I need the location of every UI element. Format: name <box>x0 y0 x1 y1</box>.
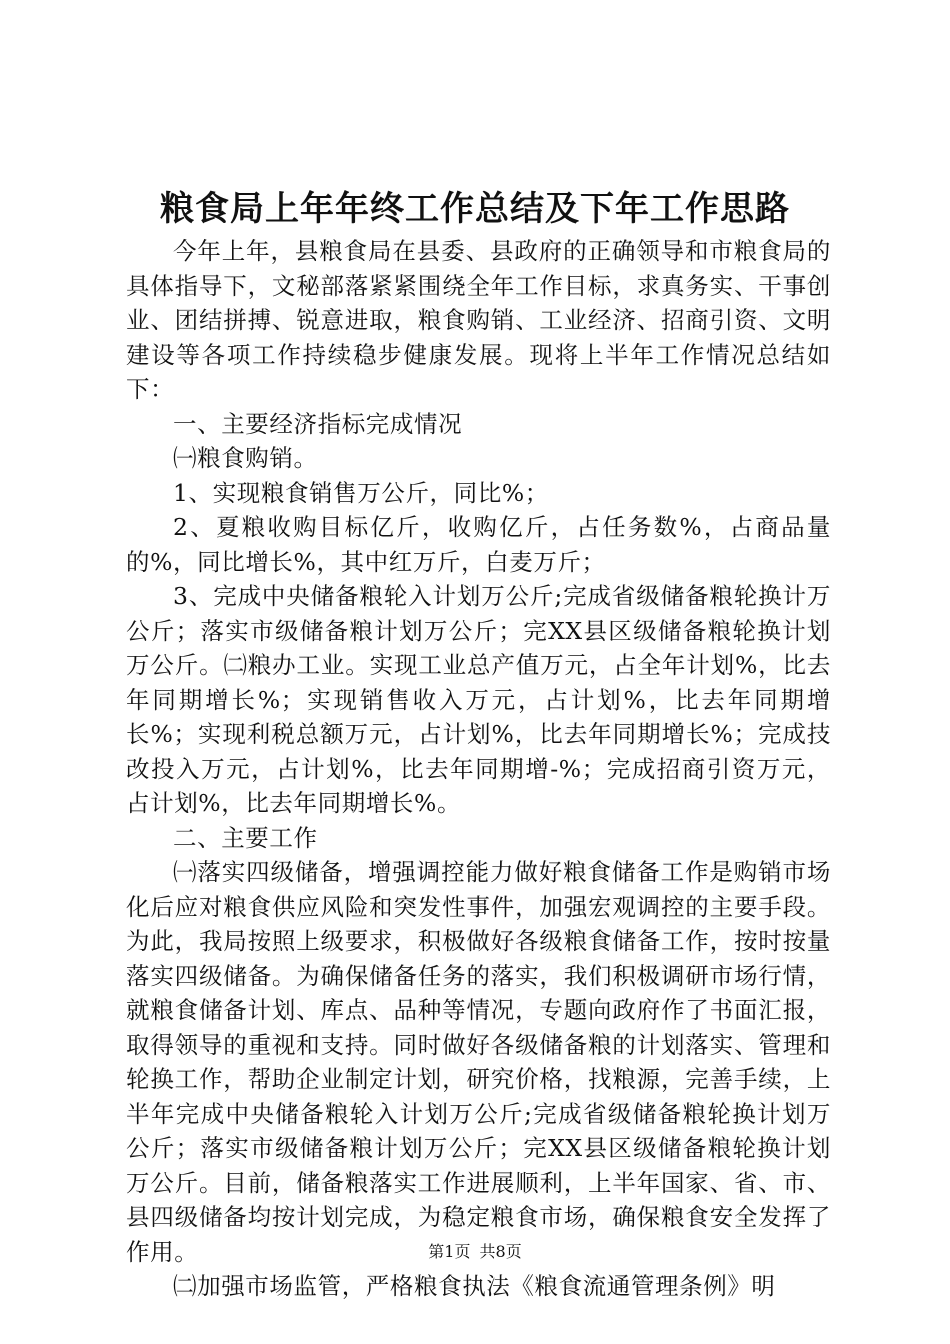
section-heading-main-work: 二、主要工作 <box>173 823 318 852</box>
subsection-heading-grain-trade: ㈠粮食购销。 <box>173 444 318 472</box>
paragraph-market-supervision: ㈡加强市场监管，严格粮食执法《粮食流通管理条例》明 <box>173 1272 776 1300</box>
list-item-summer-purchase: 2、夏粮收购目标亿斤，收购亿斤，占任务数%，占商品量的%，同比增长%，其中红万斤，白麦万斤； <box>126 513 831 576</box>
paragraph-intro: 今年上年，县粮食局在县委、县政府的正确领导和市粮食局的具体指导下，文秘部落紧紧围绕全年工作目标，求真务实、干事创业、团结拼搏、锐意进取，粮食购销、工业经济、招商引资、文明建设等各项工作持续稳步健康发展。现将上半年工作情况总结如下： <box>126 237 831 403</box>
page-number: 第1页 <box>428 1242 471 1261</box>
section-heading-indicators: 一、主要经济指标完成情况 <box>173 409 463 438</box>
paragraph-four-level-reserve: ㈠落实四级储备，增强调控能力做好粮食储备工作是购销市场化后应对粮食供应风险和突发性事件，加强宏观调控的主要手段。为此，我局按照上级要求，积极做好各级粮食储备工作，按时按量落实四级储备。为确保储备任务的落实，我们积极调研市场行情，就粮食储备计划、库点、品种等情况，专题向政府作了书面汇报，取得领导的重视和支持。同时做好各级储备粮的计划落实、管理和轮换工作，帮助企业制定计划，研究价格，找粮源，完善手续，上半年完成中央储备粮轮入计划万公斤;完成省级储备粮轮换计划万公斤；落实市级储备粮计划万公斤；完XX县区级储备粮轮换计划万公斤。目前，储备粮落实工作进展顺利，上半年国家、省、市、县四级储备均按计划完成，为稳定粮食市场，确保粮食安全发挥了作用。 <box>126 858 831 1266</box>
page-total: 共8页 <box>479 1242 522 1261</box>
list-item-reserve-rotation: 3、完成中央储备粮轮入计划万公斤;完成省级储备粮轮换计万公斤；落实市级储备粮计划万公斤；完XX县区级储备粮轮换计划万公斤。㈡粮办工业。实现工业总产值万元，占全年计划%，比去年同期增长%；实现销售收入万元，占计划%，比去年同期增长%；实现利税总额万元，占计划%，比去年同期增长%；完成技改投入万元，占计划%，比去年同期增-%；完成招商引资万元，占计划%，比去年同期增长%。 <box>126 582 831 817</box>
page-footer <box>0 1240 950 1264</box>
list-item-sales: 1、实现粮食销售万公斤，同比%； <box>173 478 549 507</box>
document-title: 粮食局上年年终工作总结及下年工作思路 <box>160 189 790 229</box>
document-body <box>126 234 831 1304</box>
